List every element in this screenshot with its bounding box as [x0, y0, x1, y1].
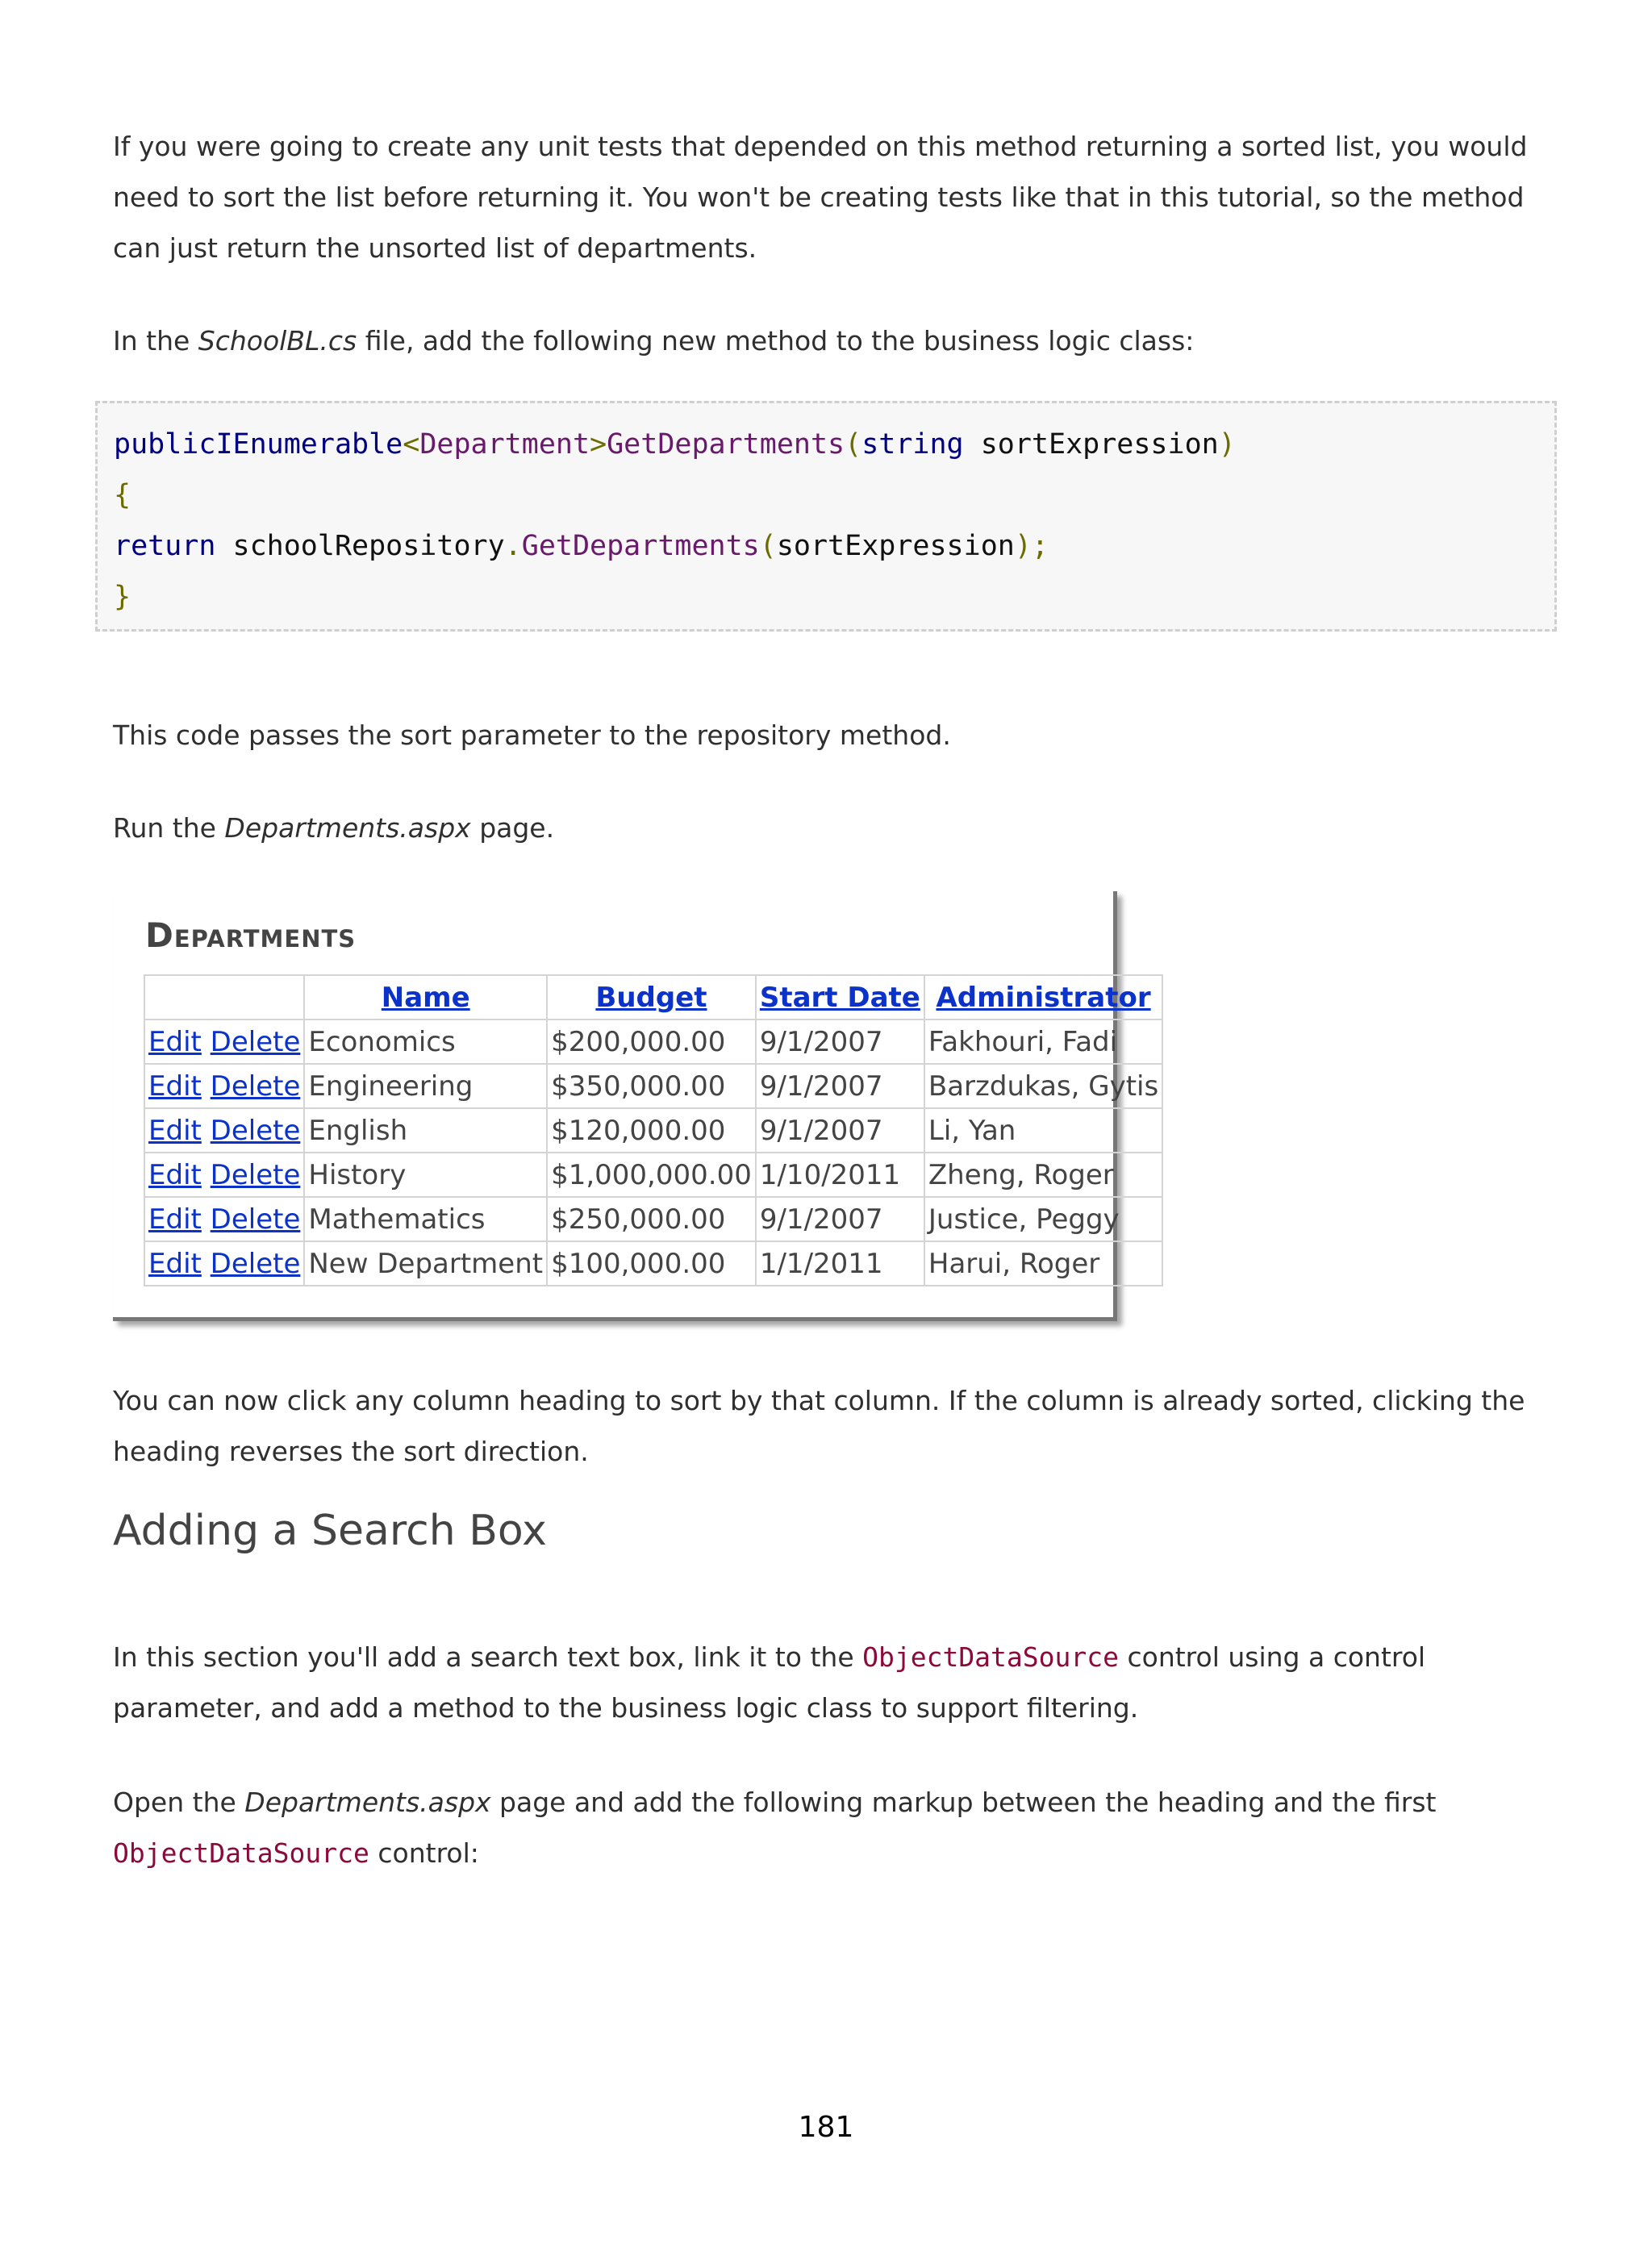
row-actions	[144, 1020, 304, 1064]
cell-name: Economics	[304, 1020, 547, 1064]
delete-link[interactable]: Delete	[210, 1158, 301, 1191]
file-name: Departments.aspx	[244, 1787, 491, 1818]
cell-start-date: 9/1/2007	[756, 1064, 924, 1108]
departments-title: Departments	[145, 915, 357, 955]
row-actions	[144, 1064, 304, 1108]
text: page and add the following markup between the heading and the first	[490, 1787, 1437, 1818]
cell-administrator: Fakhouri, Fadi	[924, 1020, 1162, 1064]
sort-link-administrator[interactable]: Administrator	[936, 981, 1151, 1014]
code-class: Department	[419, 428, 590, 461]
table-row	[144, 1197, 1162, 1241]
cell-budget: $200,000.00	[547, 1020, 756, 1064]
row-actions	[144, 1153, 304, 1197]
cell-administrator: Zheng, Roger	[924, 1153, 1162, 1197]
inline-code: ObjectDataSource	[862, 1641, 1119, 1673]
cell-budget: $100,000.00	[547, 1241, 756, 1286]
file-name: SchoolBL.cs	[198, 325, 357, 357]
code-punct: >	[590, 428, 607, 461]
cell-name: English	[304, 1108, 547, 1153]
edit-link[interactable]: Edit	[148, 1158, 202, 1191]
delete-link[interactable]: Delete	[210, 1025, 301, 1058]
cell-name: Engineering	[304, 1064, 547, 1108]
code-punct: (	[845, 428, 862, 461]
code-punct: )	[1218, 428, 1236, 461]
code-keyword: string	[861, 428, 964, 461]
code-keyword: return	[114, 530, 216, 562]
edit-link[interactable]: Edit	[148, 1114, 202, 1147]
code-punct: );	[1014, 530, 1049, 562]
delete-link[interactable]: Delete	[210, 1114, 301, 1147]
cell-start-date: 9/1/2007	[756, 1197, 924, 1241]
edit-link[interactable]: Edit	[148, 1247, 202, 1280]
code-param: sortExpression	[963, 428, 1219, 461]
cell-start-date: 1/10/2011	[756, 1153, 924, 1197]
row-actions	[144, 1197, 304, 1241]
grid-header-blank	[144, 975, 304, 1020]
column-header-start-date[interactable]	[756, 975, 924, 1020]
code-line-2: {	[114, 479, 131, 511]
delete-link[interactable]: Delete	[210, 1070, 301, 1103]
code-method: GetDepartments	[521, 530, 760, 562]
cell-administrator: Justice, Peggy	[924, 1197, 1162, 1241]
cell-administrator: Barzdukas, Gytis	[924, 1064, 1162, 1108]
table-row	[144, 1064, 1162, 1108]
cell-start-date: 1/1/2011	[756, 1241, 924, 1286]
code-block	[95, 401, 1557, 632]
code-object: schoolRepository	[215, 530, 505, 562]
table-row	[144, 1020, 1162, 1064]
section-heading: Adding a Search Box	[113, 1507, 547, 1555]
cell-start-date: 9/1/2007	[756, 1020, 924, 1064]
paragraph-unit-tests: If you were going to create any unit tests that depended on this method returning a sorted list, you would need to sort the list before returning it. You won't be creating tests like that in this tutorial, so the method can just return the unsorted list of departments.	[113, 131, 1528, 264]
cell-name: New Department	[304, 1241, 547, 1286]
edit-link[interactable]: Edit	[148, 1070, 202, 1103]
code-type: IEnumerable	[215, 428, 403, 461]
paragraph-sort-columns: You can now click any column heading to sort by that column. If the column is already sorted, clicking the heading reverses the sort direction.	[113, 1385, 1525, 1467]
column-header-administrator[interactable]	[924, 975, 1162, 1020]
table-row	[144, 1108, 1162, 1153]
paragraph-search-intro	[113, 1632, 1549, 1733]
text: file, add the following new method to the business logic class:	[357, 325, 1195, 357]
paragraph-run-page	[113, 803, 1549, 853]
code-punct: (	[759, 530, 777, 562]
edit-link[interactable]: Edit	[148, 1025, 202, 1058]
column-header-name[interactable]	[304, 975, 547, 1020]
sort-link-budget[interactable]: Budget	[595, 981, 707, 1014]
sort-link-start-date[interactable]: Start Date	[759, 981, 920, 1014]
table-row	[144, 1153, 1162, 1197]
page-number: 181	[798, 2111, 854, 2144]
departments-grid	[144, 974, 1163, 1286]
cell-administrator: Harui, Roger	[924, 1241, 1162, 1286]
code-punct: <	[403, 428, 420, 461]
code-keyword: public	[114, 428, 216, 461]
text: Run the	[113, 812, 225, 844]
code-line-4: }	[114, 581, 131, 613]
cell-budget: $120,000.00	[547, 1108, 756, 1153]
code-method: GetDepartments	[607, 428, 845, 461]
cell-name: Mathematics	[304, 1197, 547, 1241]
text: In this section you'll add a search text box, link it to the	[113, 1641, 863, 1673]
column-header-budget[interactable]	[547, 975, 756, 1020]
inline-code: ObjectDataSource	[113, 1837, 369, 1869]
row-actions	[144, 1241, 304, 1286]
code-arg: sortExpression	[776, 530, 1015, 562]
text: page.	[470, 812, 555, 844]
text: control using a control parameter, and add a method to the business logic class to support filtering.	[113, 1641, 1426, 1724]
code-punct: .	[504, 530, 522, 562]
cell-start-date: 9/1/2007	[756, 1108, 924, 1153]
code-line-3	[114, 521, 1538, 572]
code-line-1	[114, 419, 1538, 470]
cell-administrator: Li, Yan	[924, 1108, 1162, 1153]
delete-link[interactable]: Delete	[210, 1203, 301, 1236]
text: In the	[113, 325, 198, 357]
delete-link[interactable]: Delete	[210, 1247, 301, 1280]
edit-link[interactable]: Edit	[148, 1203, 202, 1236]
cell-budget: $350,000.00	[547, 1064, 756, 1108]
cell-budget: $1,000,000.00	[547, 1153, 756, 1197]
paragraph-schoolbl-intro	[113, 315, 1549, 366]
grid-header-row	[144, 975, 1162, 1020]
cell-budget: $250,000.00	[547, 1197, 756, 1241]
row-actions	[144, 1108, 304, 1153]
paragraph-code-explains: This code passes the sort parameter to the repository method.	[113, 719, 951, 751]
text: control:	[369, 1837, 479, 1869]
cell-name: History	[304, 1153, 547, 1197]
text: Open the	[113, 1787, 245, 1818]
table-row	[144, 1241, 1162, 1286]
departments-screenshot	[113, 891, 1159, 1321]
sort-link-name[interactable]: Name	[381, 981, 470, 1014]
file-name: Departments.aspx	[224, 812, 471, 844]
paragraph-open-page	[113, 1777, 1549, 1878]
